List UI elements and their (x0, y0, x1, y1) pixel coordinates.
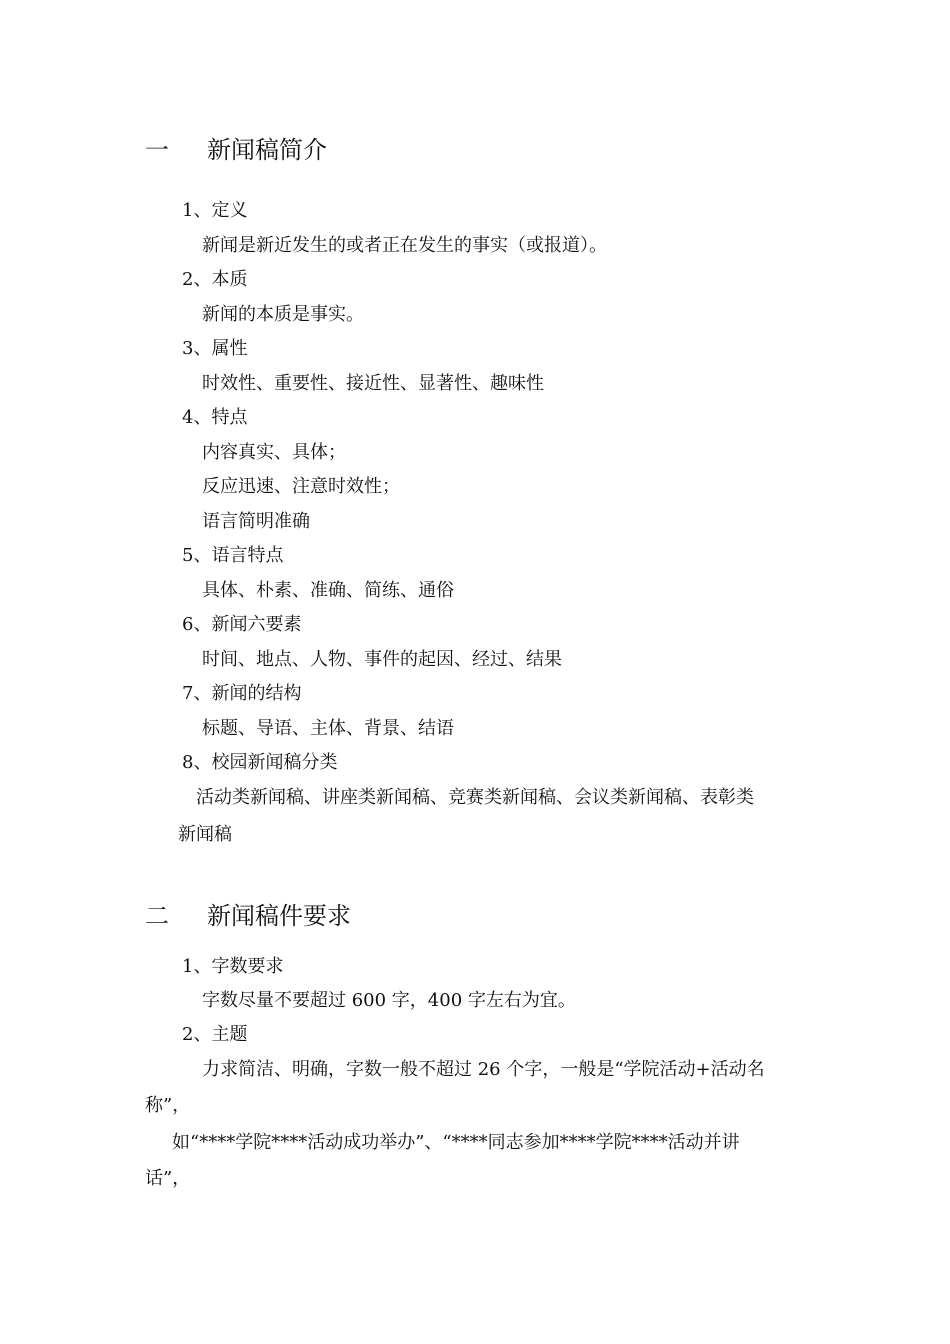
item-heading: 1、字数要求 (182, 956, 284, 977)
item-body: 新闻是新近发生的或者正在发生的事实（或报道）。 (202, 235, 607, 256)
section-number: 一 (145, 136, 169, 164)
item-body: 字数尽量不要超过 600 字，400 字左右为宜。 (202, 990, 576, 1011)
item-body: 内容真实、具体； (202, 442, 346, 463)
section-title: 新闻稿简介 (207, 136, 327, 164)
section-number: 二 (145, 902, 169, 930)
item-body: 时效性、重要性、接近性、显著性、趣味性 (202, 373, 544, 394)
item-body: 称”， (145, 1095, 191, 1116)
item-heading: 2、主题 (182, 1024, 248, 1045)
item-body: 标题、导语、主体、背景、结语 (202, 718, 454, 739)
item-heading: 4、特点 (182, 407, 248, 428)
item-body: 如“****学院****活动成功举办”、“****同志参加****学院****活动并讲 (172, 1132, 740, 1153)
item-body: 话”， (145, 1168, 191, 1189)
item-heading: 8、校园新闻稿分类 (182, 752, 338, 773)
item-heading: 3、属性 (182, 338, 248, 359)
item-heading: 5、语言特点 (182, 545, 284, 566)
item-heading: 7、新闻的结构 (182, 683, 302, 704)
item-body: 具体、朴素、准确、简练、通俗 (202, 580, 454, 601)
item-body: 反应迅速、注意时效性； (202, 476, 400, 497)
item-heading: 6、新闻六要素 (182, 614, 302, 635)
item-heading: 1、定义 (182, 200, 248, 221)
section-heading-2 (145, 901, 465, 931)
item-body: 活动类新闻稿、讲座类新闻稿、竞赛类新闻稿、会议类新闻稿、表彰类 (196, 787, 754, 808)
item-body: 力求简洁、明确，字数一般不超过 26 个字，一般是“学院活动+活动名 (202, 1059, 765, 1080)
item-body: 时间、地点、人物、事件的起因、经过、结果 (202, 649, 562, 670)
section-title: 新闻稿件要求 (207, 902, 351, 930)
item-body: 新闻的本质是事实。 (202, 304, 364, 325)
item-heading: 2、本质 (182, 269, 248, 290)
item-body: 语言简明准确 (202, 511, 310, 532)
item-body: 新闻稿 (178, 824, 232, 845)
section-heading-1 (145, 135, 445, 165)
